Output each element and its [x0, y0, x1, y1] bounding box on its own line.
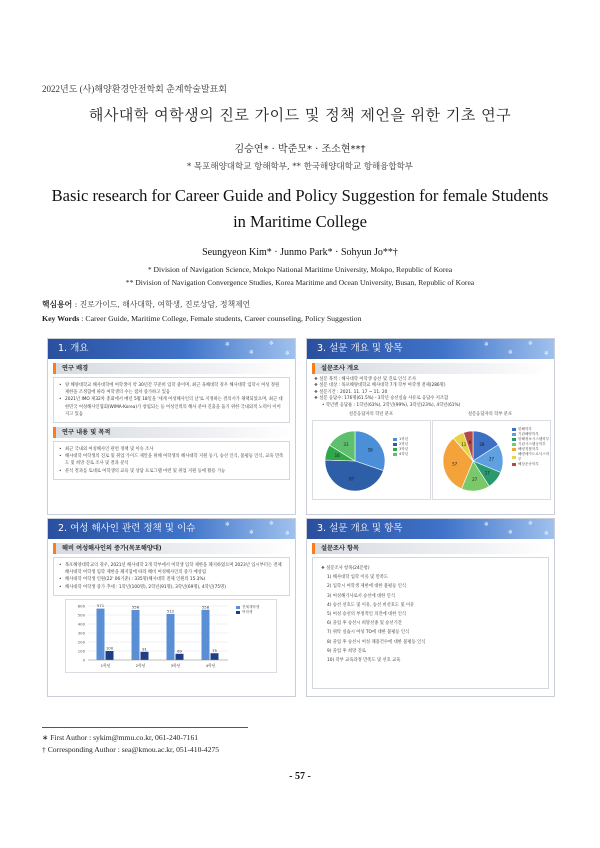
bar-female: [106, 651, 114, 660]
bar-data-label: 100: [105, 645, 114, 651]
bar-legend-label: 여학생: [242, 609, 253, 614]
grade-pie-chart: [313, 421, 430, 499]
bar-data-label: 558: [201, 604, 210, 610]
pie2-legend-label: 기관해양학부: [518, 432, 539, 437]
list-item: • 목포해양대학교의 경우, 2021년 해사대학 2개 학부에서 여학생 입학 제한을 폐지하였으며 2023년 입시부터는 전체 해사대학 여학생 입학 제한을 폐지함에 따라 해비 여성해사인의 증가 예상됨: [59, 563, 282, 576]
section-survey-items-heading: 설문조사 항목: [312, 543, 549, 554]
pie1-legend-label: 4학년: [399, 452, 409, 457]
x-tick-label: 1학년: [100, 662, 111, 668]
y-tick-label: 0: [82, 657, 85, 663]
survey-items-box: [312, 557, 549, 689]
panel-policy-issues: [47, 518, 296, 697]
list-item: ❖ 설문기간 : 2021. 11. 17 ~ 11. 20: [314, 389, 388, 395]
snowflake-decoration-icon: ❄ ❄ ❄ ❄: [484, 340, 550, 357]
keywords-en-label: Key Words: [42, 314, 80, 323]
list-item: ❖ 설문 대상 : 목포해양대학교 해사대학 7개 학부 여학생 전체(286명): [314, 383, 446, 389]
pie2-slice-label: 9: [468, 440, 472, 446]
pie2-legend-swatch: [512, 428, 516, 431]
panel-overview-header: [48, 339, 295, 359]
pie2-legend-label: 해상운송학부: [518, 462, 539, 467]
bar-data-label: 571: [96, 602, 105, 608]
bar-total: [202, 610, 210, 660]
list-item: 8) 졸업 후 승선시 여성 채용건수에 대한 불평등 인식: [327, 639, 426, 645]
section-increase-heading: 해비 여성해사인의 증가(목포해양대): [53, 543, 290, 554]
pie1-legend-label: 2학년: [399, 442, 409, 447]
survey-items-lead: ❖ 설문조사 항목(24문항): [321, 566, 370, 571]
paper-title-en-line2: in Maritime College: [233, 212, 367, 231]
pie2-legend: [512, 427, 550, 467]
pie2-legend-entry: [512, 452, 550, 462]
snowflake-decoration-icon: ❄ ❄ ❄ ❄: [484, 520, 550, 537]
bar-legend-swatch: [236, 606, 240, 609]
list-item: 5) 여성 승선의 부정적인 의견에 대한 인식: [327, 612, 407, 618]
pie2-slice-label: 11: [461, 442, 467, 448]
list-item: 1) 해사대학 입학 이유 및 만족도: [327, 575, 389, 581]
affiliations-en-2: ** Division of Navigation Convergence Studies, Korea Maritime and Ocean University, Busan, Republic of Korea: [125, 278, 475, 287]
pie-charts-row: [312, 412, 549, 500]
panel-survey-items: [306, 518, 555, 697]
pie2-legend-swatch: [512, 448, 516, 451]
pie1-slice-label: 16: [334, 453, 340, 459]
pie2-legend-label: 해양경찰학부: [518, 447, 539, 452]
list-item: • 해사대학 여학생 증가 추세 : 1학년(100명), 2학년(91명), 3학년(69명), 4학년(75명): [59, 584, 226, 590]
pie1-legend-swatch: [393, 438, 397, 441]
panel-overview: [47, 338, 296, 515]
pie1-legend-swatch: [393, 453, 397, 456]
bar-total: [132, 610, 140, 660]
panel-survey-overview-title: 3. 설문 개요 및 항목: [317, 343, 403, 354]
pie1-legend-label: 1학년: [399, 437, 409, 442]
y-tick-label: 400: [77, 621, 85, 627]
pie2-slice-label: 28: [479, 442, 485, 448]
pie1-slice-label: 87: [349, 476, 355, 482]
bar-data-label: 75: [212, 647, 217, 653]
bar-legend: [236, 605, 259, 615]
pie2-legend-swatch: [512, 433, 516, 436]
keywords-en: [42, 314, 361, 323]
pie1-title: 설문응답자의 학년 분포: [348, 412, 394, 418]
list-item: • 해사대학 여학생의 진로 및 취업 가이드 제안을 위해 여학생의 해사대학 지원 동기, 승선 인식, 불평등 인식, 교육 만족도 및 희망 진로 조사 및 결과 분석: [59, 454, 284, 467]
pie2-legend-label: 항해학부: [518, 427, 532, 432]
keywords-en-text: : Career Guide, Maritime College, Female students, Career counseling, Policy Suggestion: [79, 314, 362, 323]
pie1-slice-label: 58: [367, 447, 373, 453]
aim-box: [53, 441, 290, 480]
bar-legend-entry: [236, 610, 259, 615]
pie2-legend-swatch: [512, 438, 516, 441]
list-item: 10) 학부 교육과정 만족도 및 선호 교육: [327, 658, 401, 664]
list-item: ❖ 설문 응답수: 176명(61.5%) - 3학년 승선실습 사유로 응답수 저조함: [314, 396, 449, 402]
list-item: • 해사대학 여학생 인원(22' 06기준) : 335명(해사대학 전체 인원의 15.3%): [59, 577, 206, 583]
pie2-legend-swatch: [512, 456, 516, 459]
pie1-legend: [393, 437, 408, 457]
increase-box: [53, 557, 290, 596]
affiliations-en-1: * Division of Navigation Science, Mokpo National Maritime University, Mokpo, Republic of Korea: [147, 265, 453, 274]
keywords-ko-text: : 진로가이드, 해사대학, 여학생, 진로상담, 정책제언: [72, 300, 251, 309]
paper-title-en-line1: Basic research for Career Guide and Policy Suggestion for female Students: [51, 186, 549, 205]
y-tick-label: 100: [77, 648, 85, 654]
panel-policy-issues-header: [48, 519, 295, 539]
bar-total: [97, 608, 105, 659]
y-tick-label: 300: [77, 630, 85, 636]
panel-survey-items-header: [307, 519, 554, 539]
bar-data-label: 69: [177, 648, 182, 654]
conference-name: 2022년도 (사)해양환경안전학회 춘계학술발표회: [42, 84, 227, 94]
bar-legend-label: 전체재학생: [242, 604, 260, 609]
y-tick-label: 600: [77, 603, 85, 609]
pie2-slice-label: 57: [452, 461, 458, 467]
pie2-title: 설문응답자의 학부 분포: [467, 412, 513, 418]
panel-survey-overview: [306, 338, 555, 515]
pie2-legend-label: 해양메카트로닉스학부: [518, 452, 550, 462]
list-item: 7) 위탁 실습시 여성 TO에 대한 불평등 인식: [327, 630, 410, 636]
footnote-first-author: ∗ First Author : sykim@mmu.co.kr, 061-240-7161: [42, 733, 199, 742]
list-item: • 2021년 IMO 제32차 총회에서 매년 5월 18일을 '세계 여성해사인의 날'로 지정하는 결의서가 채택되었으며, 최근 대한민국 여성해사인협회(WIMA-Korea)가 창립되는 등 여성인력의 해사 분야 진출을 돕기 위한 국내외적 노력이 이어지고 있음: [59, 397, 283, 417]
bar-female: [176, 654, 184, 660]
pie1-frame: [312, 420, 431, 500]
pie1-slice-label: 31: [343, 442, 349, 448]
paper-title-ko: 해사대학 여학생의 진로 가이드 및 정책 제언을 위한 기초 연구: [88, 106, 512, 124]
x-tick-label: 2학년: [135, 662, 146, 668]
panel-policy-issues-title: 2. 여성 해사인 관련 정책 및 이슈: [58, 523, 196, 534]
list-item: ❖ 설문 목적 : 해사대학 여학생 승선 및 진로 인식 조사: [314, 377, 416, 382]
snowflake-decoration-icon: ❄ ❄ ❄ ❄: [225, 520, 291, 537]
pie2-legend-entry: [512, 462, 550, 467]
bar-legend-swatch: [236, 611, 240, 614]
list-item: 4) 승선 선호도 및 이유, 승선 비선호도 및 이유: [327, 602, 415, 608]
x-tick-label: 4학년: [205, 662, 216, 668]
pie2-legend-label: 기관시스템공학부: [518, 442, 546, 447]
page-number: - 57 -: [289, 771, 311, 782]
list-item: 2) 입학시 여학생 제한에 대한 불평등 인식: [327, 584, 407, 590]
bar-data-label: 512: [166, 608, 175, 614]
list-item: • 최근 국내외 여성해사인 관련 정책 및 이슈 조사: [59, 447, 154, 453]
pie1-legend-entry: [393, 452, 408, 457]
footnote-corresponding-author: † Corresponding Author : sea@kmou.ac.kr, 051-410-4275: [42, 745, 220, 754]
panel-survey-overview-header: [307, 339, 554, 359]
survey-summary-list: [312, 377, 549, 409]
panel-survey-items-title: 3. 설문 개요 및 항목: [317, 523, 403, 534]
list-subitem: • 학년별 응답률 : 1학년(63%), 2학년(99%), 3학년(23%), 4학년(61%): [322, 402, 461, 408]
bar-total: [167, 614, 175, 660]
affiliations-ko: * 목포해양대학교 항해학부, ** 한국해양대학교 항해융합학부: [186, 162, 414, 172]
bar-female: [211, 653, 219, 660]
list-item: 3) 여성해기사로서 승선에 대한 인식: [327, 593, 395, 599]
panel-overview-title: 1. 개요: [58, 343, 89, 354]
x-tick-label: 3학년: [170, 662, 181, 668]
y-tick-label: 200: [77, 639, 85, 645]
pie1-legend-label: 3학년: [399, 447, 409, 452]
y-tick-label: 500: [77, 612, 85, 618]
pie2-slice-label: 27: [472, 476, 478, 482]
list-item: • 양 해양대학교 해사대학에 여학생이 약 30년간 꾸준히 입학 중이며, 최근 육해대학 경우 해사대학 입학시 여성 정원 제한을 조정함에 따라 여학생의 수는 점차 증가하고 있음: [59, 383, 280, 396]
pie1-legend-swatch: [393, 448, 397, 451]
list-item: • 분석 결과를 토대로 여학생의 교육 및 상담 프로그램 마련 및 취업 지원 등에 활용 가능: [59, 468, 226, 474]
background-box: [53, 377, 290, 423]
pie2-slice-label: 17: [484, 470, 490, 476]
authors-ko: 김승연* · 박준모* · 조소현**†: [234, 144, 366, 155]
footnote-divider: [42, 727, 248, 728]
authors-en: Seungyeon Kim* · Junmo Park* · Sohyun Jo**†: [202, 247, 398, 258]
section-survey-summary-heading: 설문조사 개요: [312, 363, 549, 374]
list-item: 9) 졸업 후 희망 진로: [327, 648, 366, 654]
keywords-ko-label: 핵심용어: [42, 300, 73, 309]
pie2-frame: [432, 420, 551, 500]
pie1-legend-swatch: [393, 443, 397, 446]
pie2-legend-swatch: [512, 463, 516, 466]
section-aim-heading: 연구 내용 및 목적: [53, 427, 290, 438]
bar-female: [141, 652, 149, 660]
snowflake-decoration-icon: ❄ ❄ ❄ ❄: [225, 340, 291, 357]
bar-chart-frame: [65, 599, 277, 673]
bar-data-label: 556: [131, 604, 140, 610]
pie2-slice-label: 27: [488, 456, 495, 462]
section-background-heading: 연구 배경: [53, 363, 290, 374]
keywords-ko: [42, 299, 250, 310]
list-item: 6) 졸업 후 승선시 희망선종 및 승선기간: [327, 621, 402, 627]
pie2-legend-swatch: [512, 443, 516, 446]
pie2-legend-label: 항해정보시스템학부: [518, 437, 550, 442]
bar-data-label: 91: [142, 646, 147, 652]
